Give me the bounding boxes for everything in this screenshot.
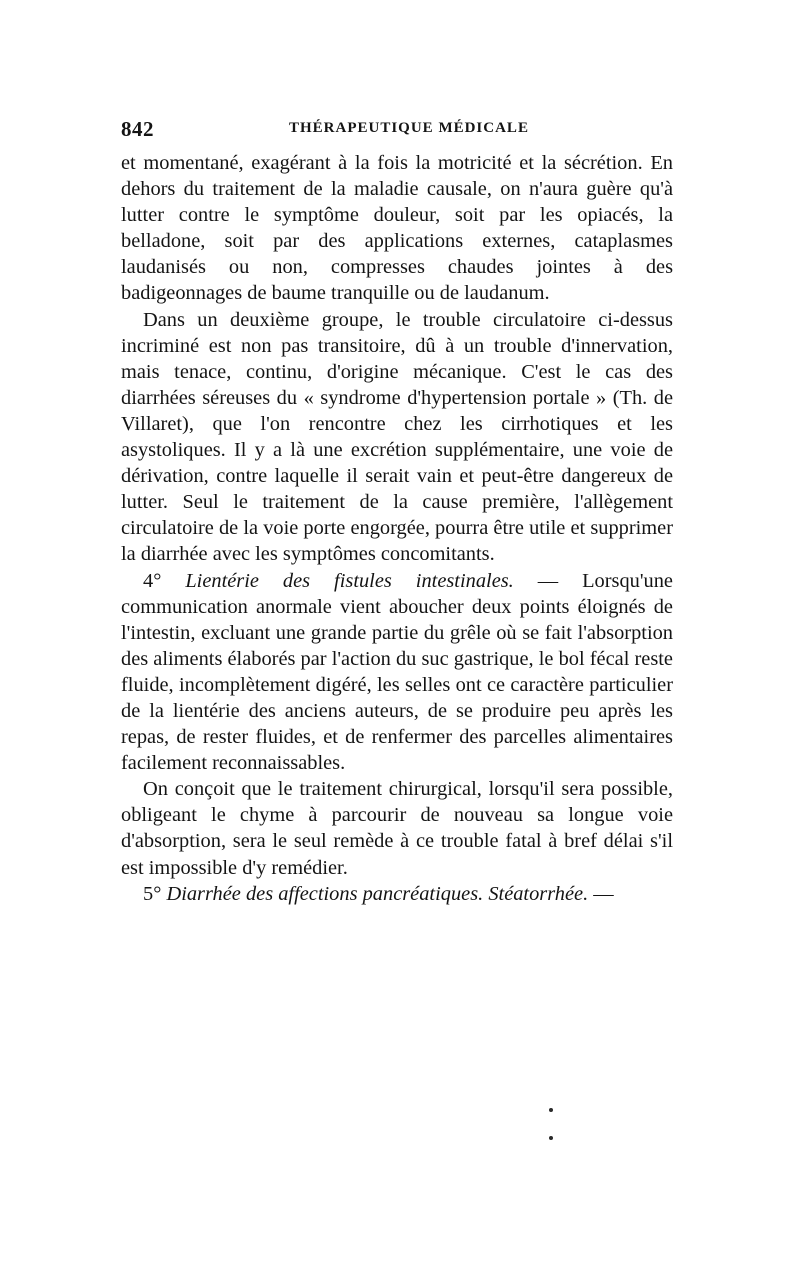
running-title: THÉRAPEUTIQUE MÉDICALE xyxy=(289,120,529,136)
paragraph-2-text: Dans un deuxième groupe, le trouble circulatoire ci-dessus incriminé est non pas transitoire, dû à un trouble d'innervation, mais tenace, continu, d'origine mécanique. C'est le cas des diarrhées séreuses du « syndrome d'hypertension portale » (Th. de Villaret), que l'on rencontre chez les cirrhotiques et les asystoliques. Il y a là une excrétion supplémentaire, une voie de dérivation, contre laquelle il serait vain et peut-être dangereux de lutter. Seul le traitement de la cause première, l'allègement circulatoire de la voie porte engorgée, pourra être utile et supprimer la diarrhée avec les symptômes concomitants. xyxy=(121,308,673,566)
paragraph-4-text: On conçoit que le traitement chirurgical, lorsqu'il sera possible, obligeant le chyme à parcourir de nouveau sa longue voie d'absorption, sera le seul remède à ce trouble fatal à bref délai s'il est impossible d'y remédier. xyxy=(121,778,673,879)
ink-speck xyxy=(549,1136,553,1140)
section-heading-lienterie: Lientérie des fistules intestinales. xyxy=(185,569,514,592)
page-number: 842 xyxy=(121,117,154,141)
section-number-4: 4° xyxy=(143,569,162,592)
paragraph-4 xyxy=(121,776,673,880)
paragraph-3 xyxy=(121,568,673,777)
section-heading-diarrhee: Diarrhée des affections pancréatiques. Stéatorrhée. xyxy=(166,882,589,905)
paragraph-2 xyxy=(121,307,673,568)
paragraph-3-text: — Lorsqu'une communication anormale vient aboucher deux points éloignés de l'intestin, excluant une grande partie du grêle où se fait l'absorption des aliments élaborés par l'action du suc gastrique, le bol fécal reste fluide, incomplètement digéré, les selles ont ce caractère particulier de la lientérie des anciens auteurs, de se produire peu après les repas, de rester fluides, et de renfermer des parcelles alimentaires facilement reconnaissables. xyxy=(121,569,673,775)
running-head xyxy=(121,117,673,139)
ink-speck xyxy=(549,1108,553,1112)
paragraph-5-text: — xyxy=(588,882,614,905)
paragraph-1-text: et momentané, exagérant à la fois la motricité et la sécrétion. En dehors du traitement de la maladie causale, on n'aura guère qu'à lutter contre le symptôme douleur, soit par les opiacés, la belladone, soit par des applications externes, cataplasmes laudanisés ou non, compresses chaudes jointes à des badigeonnages de baume tranquille ou de laudanum. xyxy=(121,152,673,305)
body-text xyxy=(121,150,673,907)
paragraph-1 xyxy=(121,150,673,307)
section-number-5: 5° xyxy=(143,882,162,905)
paragraph-5 xyxy=(121,881,673,907)
